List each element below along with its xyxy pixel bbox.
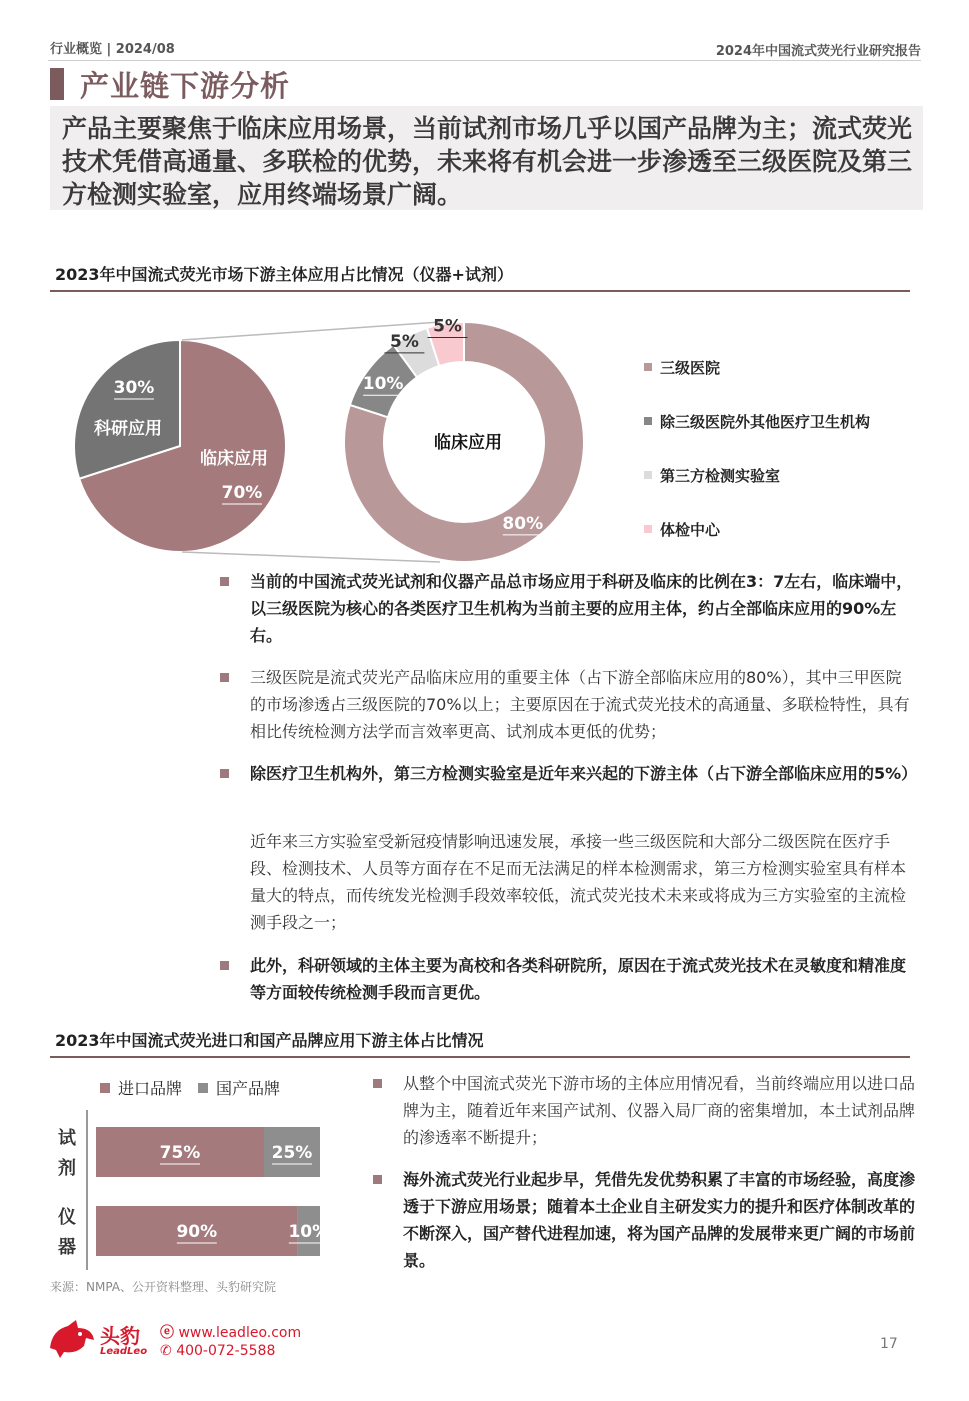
legend-swatch [644, 525, 652, 533]
header-right: 2024年中国流式荧光行业研究报告 [715, 44, 921, 59]
bar-category-instrument: 仪器 [58, 1207, 76, 1258]
bar-label-0-1: 25% [271, 1143, 313, 1163]
legend-import: 进口品牌 [100, 1076, 182, 1099]
leopard-logo-icon [46, 1318, 98, 1360]
section2-divider [50, 1056, 910, 1058]
pie-category-label-0: 临床应用 [200, 449, 268, 469]
bar-label-1-0: 90% [176, 1222, 218, 1242]
donut-legend-item-1: 除三级医院外其他医疗卫生机构 [644, 394, 870, 448]
bullet-marker [220, 577, 229, 586]
clinical-donut-chart [344, 316, 584, 562]
bar-category-reagent: 试剂 [58, 1128, 76, 1179]
pie-category-label-1: 科研应用 [94, 419, 162, 439]
phone: ✆ 400-072-5588 [160, 1343, 276, 1359]
donut-value-label-0: 80% [502, 513, 544, 534]
bullet-text-1: 三级医院是流式荧光产品临床应用的重要主体（占下游全部临床应用的80%），其中三甲医院的市场渗透占三级医院的70%以上；主要原因在于流式荧光技术的高通量、多联检特性，具有相比传统检测方法学而言效率更高、试剂成本更低的优势； [250, 668, 910, 741]
bullet-marker [220, 961, 229, 970]
header-left: 行业概览 | 2024/08 [50, 42, 175, 57]
source-note: 来源：NMPA、公开资料整理、头豹研究院 [50, 1280, 277, 1294]
section2-title: 2023年中国流式荧光进口和国产品牌应用下游主体占比情况 [55, 1031, 484, 1050]
donut-value-label-1: 10% [362, 374, 404, 395]
bullet-text-3: 近年来三方实验室受新冠疫情影响迅速发展，承接一些三级医院和大部分二级医院在医疗手段、检测技术、人员等方面存在不足而无法满足的样本检测需求，第三方检测实验室具有样本量大的特点，而传统发光检测手段效率较低，流式荧光技术未来或将成为三方实验室的主流检测手段之一； [250, 832, 907, 932]
page-title: 产业链下游分析 [80, 69, 291, 103]
title-accent-bar [50, 68, 64, 100]
application-pie-chart [74, 340, 286, 552]
pie-value-label-0: 70% [221, 483, 263, 503]
logo-en: LeadLeo [100, 1346, 148, 1357]
donut-legend-item-3: 体检中心 [644, 502, 870, 556]
section1-title: 2023年中国流式荧光市场下游主体应用占比情况（仪器+试剂） [55, 265, 513, 284]
donut-legend-item-0: 三级医院 [644, 340, 870, 394]
donut-value-label-3: 5% [433, 316, 462, 337]
legend-domestic: 国产品牌 [198, 1076, 280, 1099]
connector-bottom [182, 552, 440, 562]
logo-cn: 头豹 [100, 1324, 140, 1348]
brand-bar-chart [0, 1100, 360, 1270]
bullet-marker [373, 1079, 382, 1088]
donut-center-label: 临床应用 [434, 433, 502, 453]
donut-legend-item-2: 第三方检测实验室 [644, 448, 870, 502]
bullet-text-0: 当前的中国流式荧光试剂和仪器产品总市场应用于科研及临床的比例在3：7左右，临床端中，以三级医院为核心的各类医疗卫生机构为当前主要的应用主体，约占全部临床应用的90%左右。 [250, 572, 913, 645]
summary-text: 产品主要聚焦于临床应用场景，当前试剂市场几乎以国产品牌为主；流式荧光技术凭借高通量、多联检的优势，未来将有机会进一步渗透至三级医院及第三方检测实验室，应用终端场景广阔。 [62, 114, 913, 209]
bullet-text-2: 除医疗卫生机构外，第三方检测实验室是近年来兴起的下游主体（占下游全部临床应用的5%） [250, 764, 918, 783]
phone-icon: ✆ [160, 1343, 172, 1359]
pie-value-label-1: 30% [113, 378, 155, 398]
header-divider [48, 60, 921, 61]
section1-divider [50, 290, 910, 292]
donut-legend [644, 340, 870, 556]
legend-swatch [644, 471, 652, 479]
bar-label-0-0: 75% [159, 1143, 201, 1163]
page-number: 17 [880, 1336, 898, 1352]
bullet-text-4: 此外，科研领域的主体主要为高校和各类科研院所，原因在于流式荧光技术在灵敏度和精准度等方面较传统检测手段而言更优。 [250, 956, 907, 1002]
legend-swatch [644, 417, 652, 425]
legend-swatch [644, 363, 652, 371]
globe-icon: ⓔ [160, 1325, 174, 1341]
bullet-marker [373, 1175, 382, 1184]
bar-label-1-1: 10% [288, 1222, 330, 1242]
bullet-text-1: 海外流式荧光行业起步早，凭借先发优势积累了丰富的市场经验，高度渗透于下游应用场景；随着本土企业自主研发实力的提升和医疗体制改革的不断深入，国产替代进程加速，将为国产品牌的发展带来更广阔的市场前景。 [403, 1170, 916, 1270]
bar-legend [100, 1076, 280, 1099]
bullet-text-0: 从整个中国流式荧光下游市场的主体应用情况看，当前终端应用以进口品牌为主，随着近年来国产试剂、仪器入局厂商的密集增加，本土试剂品牌的渗透率不断提升； [403, 1074, 916, 1147]
logo [46, 1318, 98, 1364]
website[interactable]: ⓔ www.leadleo.com [160, 1325, 302, 1341]
bullet-marker [220, 673, 229, 682]
donut-value-label-2: 5% [389, 331, 419, 352]
bullet-marker [220, 769, 229, 778]
